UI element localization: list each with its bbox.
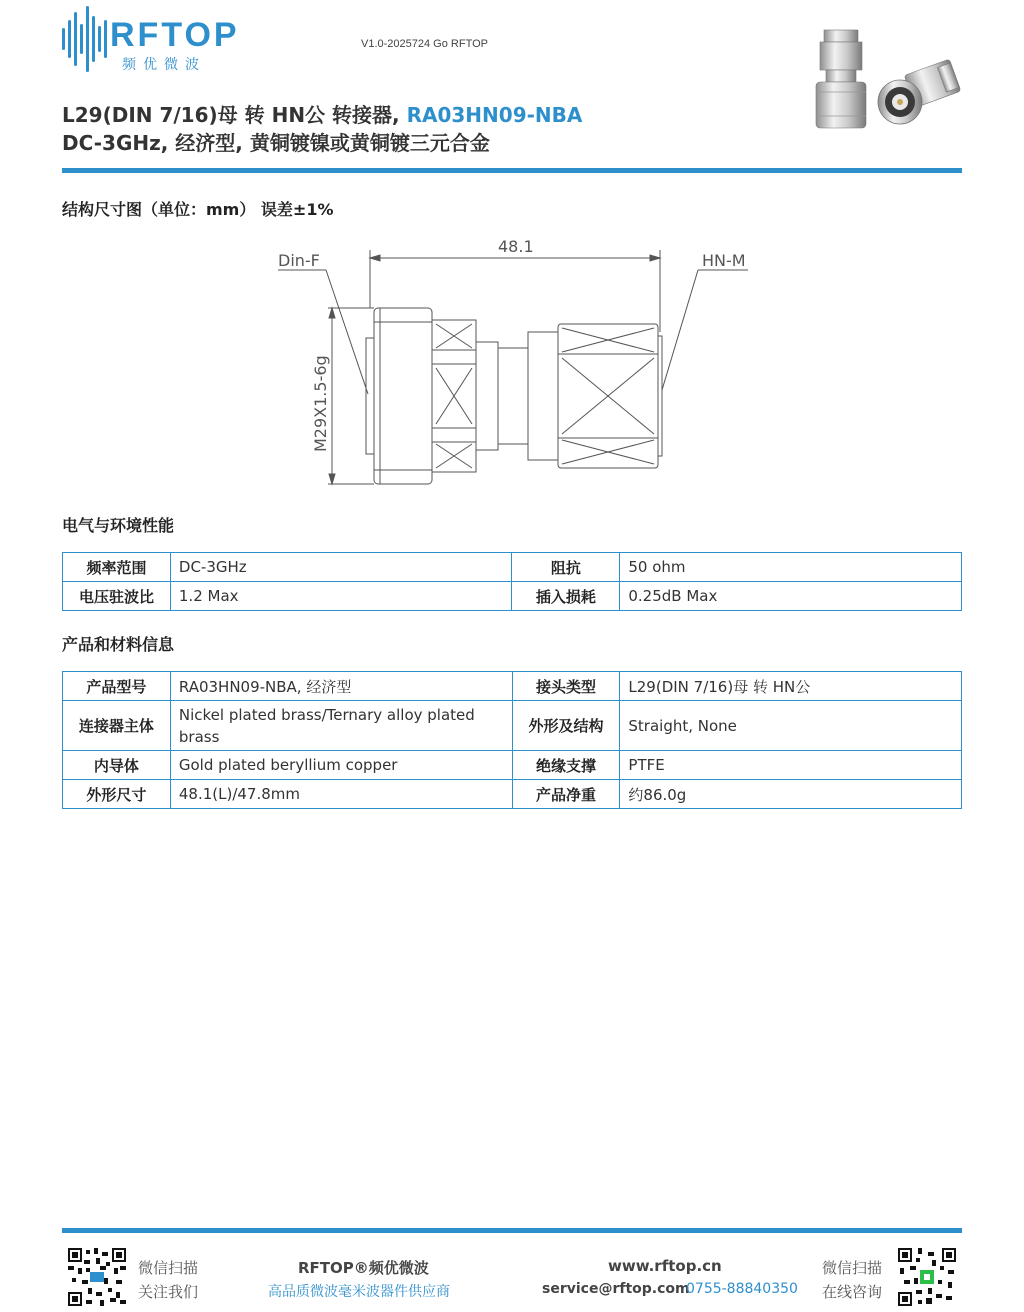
footer-email-link[interactable]: service@rftop.com	[542, 1281, 690, 1297]
dimension-drawing	[270, 232, 760, 492]
footer-website-link[interactable]: www.rftop.cn	[608, 1257, 722, 1275]
cell-label: 产品型号	[63, 672, 171, 701]
footer-phone: 0755-88840350	[686, 1281, 798, 1297]
product-title	[62, 99, 582, 128]
footer-divider	[62, 1228, 962, 1233]
cell-label: 阻抗	[512, 553, 620, 582]
dimension-length-label: 48.1	[498, 237, 534, 256]
model-number[interactable]: RA03HN09-NBA	[406, 103, 583, 127]
cell-label: 产品净重	[512, 780, 620, 809]
wechat-follow-qr-icon[interactable]	[68, 1248, 126, 1306]
wechat-follow-line2: 关注我们	[138, 1283, 199, 1301]
label-hn-m: HN-M	[702, 251, 746, 270]
electrical-spec-table	[62, 552, 962, 611]
wechat-follow-line1: 微信扫描	[138, 1259, 199, 1277]
cell-value: 1.2 Max	[170, 582, 512, 611]
cell-value: Straight, None	[620, 701, 962, 751]
thread-label: M29X1.5-6g	[311, 355, 330, 452]
cell-value: 约86.0g	[620, 780, 962, 809]
footer-brand: RFTOP®频优微波	[298, 1259, 429, 1277]
version-label: V1.0-2025724 Go RFTOP	[361, 38, 488, 50]
cell-value: PTFE	[620, 751, 962, 780]
cell-label: 内导体	[63, 751, 171, 780]
cell-label: 外形及结构	[512, 701, 620, 751]
drawing-section-title: 结构尺寸图（单位：mm） 误差±1%	[62, 200, 334, 219]
cell-label: 接头类型	[512, 672, 620, 701]
cell-label: 电压驻波比	[63, 582, 171, 611]
product-photo	[808, 26, 964, 136]
cell-value: 0.25dB Max	[620, 582, 962, 611]
table-row	[63, 582, 962, 611]
material-section-title: 产品和材料信息	[62, 635, 175, 654]
table-row	[63, 701, 962, 751]
cell-value: Nickel plated brass/Ternary alloy plated brass	[170, 701, 512, 751]
table-row	[63, 751, 962, 780]
wechat-consult-qr-icon[interactable]	[898, 1248, 956, 1306]
product-subtitle: DC-3GHz, 经济型, 黄铜镀镍或黄铜镀三元合金	[62, 131, 490, 155]
table-row	[63, 672, 962, 701]
wechat-consult-line1: 微信扫描	[822, 1259, 883, 1277]
cell-label: 绝缘支撑	[512, 751, 620, 780]
electrical-section-title: 电气与环境性能	[62, 516, 175, 535]
table-row	[63, 553, 962, 582]
cell-value: DC-3GHz	[170, 553, 512, 582]
logo-text: RFTOP	[110, 16, 240, 54]
title-prefix: L29(DIN 7/16)母 转 HN公 转接器,	[62, 103, 407, 127]
footer-tagline: 高品质微波毫米波器件供应商	[268, 1284, 450, 1300]
cell-value: RA03HN09-NBA, 经济型	[170, 672, 512, 701]
cell-value: 50 ohm	[620, 553, 962, 582]
material-spec-table	[62, 671, 962, 809]
cell-value: 48.1(L)/47.8mm	[170, 780, 512, 809]
cell-value: Gold plated beryllium copper	[170, 751, 512, 780]
cell-label: 频率范围	[63, 553, 171, 582]
logo-subtitle: 频优微波	[122, 57, 206, 73]
cell-label: 外形尺寸	[63, 780, 171, 809]
label-din-f: Din-F	[278, 251, 320, 270]
header-divider	[62, 168, 962, 173]
cell-value: L29(DIN 7/16)母 转 HN公	[620, 672, 962, 701]
cell-label: 插入损耗	[512, 582, 620, 611]
cell-label: 连接器主体	[63, 701, 171, 751]
table-row	[63, 780, 962, 809]
wechat-consult-line2: 在线咨询	[822, 1283, 883, 1301]
